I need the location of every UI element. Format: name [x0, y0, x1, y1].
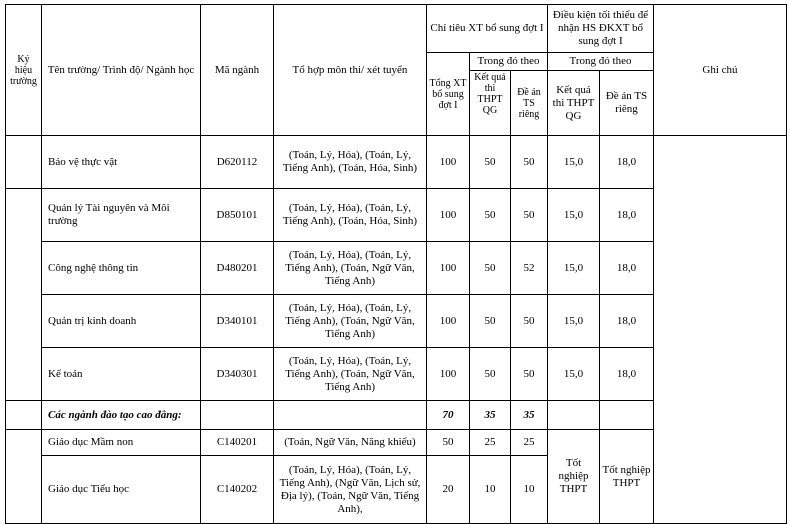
subject-combos: (Toán, Lý, Hóa), (Toán, Lý, Tiếng Anh), (Ngữ Văn, Lịch sử, Địa lý), (Toán, Ngữ Văn, Tiếng Anh), — [274, 456, 427, 524]
quota-dean: 52 — [511, 242, 548, 295]
section-thptqg: 35 — [470, 401, 511, 430]
quota-dean: 50 — [511, 189, 548, 242]
quota-total: 50 — [427, 430, 470, 456]
quota-total: 100 — [427, 189, 470, 242]
quota-total: 20 — [427, 456, 470, 524]
ky-hieu-cell — [6, 430, 42, 524]
major-code: C140201 — [201, 430, 274, 456]
min-dean: 18,0 — [600, 242, 654, 295]
ky-hieu-cell — [6, 401, 42, 430]
quota-thptqg: 50 — [470, 189, 511, 242]
major-name: Công nghệ thông tin — [42, 242, 201, 295]
section-total: 70 — [427, 401, 470, 430]
quota-total: 100 — [427, 295, 470, 348]
subject-combos: (Toán, Ngữ Văn, Năng khiếu) — [274, 430, 427, 456]
header-row-1 — [6, 5, 787, 53]
college-min-dean: Tốt nghiệp THPT — [600, 430, 654, 524]
major-name: Bảo vệ thực vật — [42, 136, 201, 189]
quota-dean: 25 — [511, 430, 548, 456]
section-dean: 35 — [511, 401, 548, 430]
header-dieu-kien: Điều kiện tối thiểu để nhận HS ĐKXT bổ sung đợt I — [548, 5, 654, 53]
ghi-chu-cell — [654, 136, 787, 524]
quota-dean: 50 — [511, 136, 548, 189]
header-trong-do-theo-2: Trong đó theo — [548, 53, 654, 71]
min-thptqg: 15,0 — [548, 242, 600, 295]
quota-total: 100 — [427, 242, 470, 295]
empty-cell — [600, 401, 654, 430]
min-dean: 18,0 — [600, 295, 654, 348]
major-code: D850101 — [201, 189, 274, 242]
min-dean: 18,0 — [600, 136, 654, 189]
min-thptqg: 15,0 — [548, 136, 600, 189]
header-ghi-chu: Ghi chú — [654, 5, 787, 136]
major-code: D340101 — [201, 295, 274, 348]
min-dean: 18,0 — [600, 348, 654, 401]
min-dean: 18,0 — [600, 189, 654, 242]
min-thptqg: 15,0 — [548, 348, 600, 401]
major-name: Giáo dục Mầm non — [42, 430, 201, 456]
major-name: Kế toán — [42, 348, 201, 401]
quota-dean: 50 — [511, 348, 548, 401]
table-row — [6, 136, 787, 189]
quota-thptqg: 50 — [470, 242, 511, 295]
empty-cell — [274, 401, 427, 430]
major-code: D340301 — [201, 348, 274, 401]
quota-thptqg: 50 — [470, 136, 511, 189]
min-thptqg: 15,0 — [548, 189, 600, 242]
empty-cell — [548, 401, 600, 430]
major-code: D620112 — [201, 136, 274, 189]
ky-hieu-cell — [6, 189, 42, 401]
major-code: D480201 — [201, 242, 274, 295]
header-de-an-1: Đề án TS riêng — [511, 71, 548, 136]
quota-thptqg: 50 — [470, 295, 511, 348]
quota-thptqg: 25 — [470, 430, 511, 456]
major-name: Giáo dục Tiểu học — [42, 456, 201, 524]
college-min-thptqg: Tốt nghiệp THPT — [548, 430, 600, 524]
header-ten-truong: Tên trường/ Trình độ/ Ngành học — [42, 5, 201, 136]
quota-total: 100 — [427, 136, 470, 189]
major-name: Quản lý Tài nguyên và Môi trường — [42, 189, 201, 242]
subject-combos: (Toán, Lý, Hóa), (Toán, Lý, Tiếng Anh), (Toán, Ngữ Văn, Tiếng Anh) — [274, 242, 427, 295]
quota-thptqg: 50 — [470, 348, 511, 401]
major-code: C140202 — [201, 456, 274, 524]
header-chi-tieu: Chỉ tiêu XT bổ sung đợt I — [427, 5, 548, 53]
ky-hieu-cell — [6, 136, 42, 189]
header-trong-do-theo-1: Trong đó theo — [470, 53, 548, 71]
quota-dean: 50 — [511, 295, 548, 348]
subject-combos: (Toán, Lý, Hóa), (Toán, Lý, Tiếng Anh), (Toán, Ngữ Văn, Tiếng Anh) — [274, 348, 427, 401]
subject-combos: (Toán, Lý, Hóa), (Toán, Lý, Tiếng Anh), (Toán, Hóa, Sinh) — [274, 189, 427, 242]
header-kq-thpt-qg-2: Kết quả thi THPT QG — [548, 71, 600, 136]
empty-cell — [201, 401, 274, 430]
min-thptqg: 15,0 — [548, 295, 600, 348]
header-ky-hieu: Ký hiệu trường — [6, 5, 42, 136]
header-kq-thpt-qg-1: Kết quả thi THPT QG — [470, 71, 511, 136]
quota-total: 100 — [427, 348, 470, 401]
header-to-hop: Tổ hợp môn thi/ xét tuyển — [274, 5, 427, 136]
major-name: Quản trị kinh doanh — [42, 295, 201, 348]
header-tong: Tổng XT bổ sung đợt I — [427, 53, 470, 136]
section-name: Các ngành đào tạo cao đẳng: — [42, 401, 201, 430]
quota-thptqg: 10 — [470, 456, 511, 524]
quota-dean: 10 — [511, 456, 548, 524]
subject-combos: (Toán, Lý, Hóa), (Toán, Lý, Tiếng Anh), (Toán, Hóa, Sinh) — [274, 136, 427, 189]
admission-table — [5, 4, 787, 524]
subject-combos: (Toán, Lý, Hóa), (Toán, Lý, Tiếng Anh), (Toán, Ngữ Văn, Tiếng Anh) — [274, 295, 427, 348]
header-de-an-2: Đề án TS riêng — [600, 71, 654, 136]
header-ma-nganh: Mã ngành — [201, 5, 274, 136]
